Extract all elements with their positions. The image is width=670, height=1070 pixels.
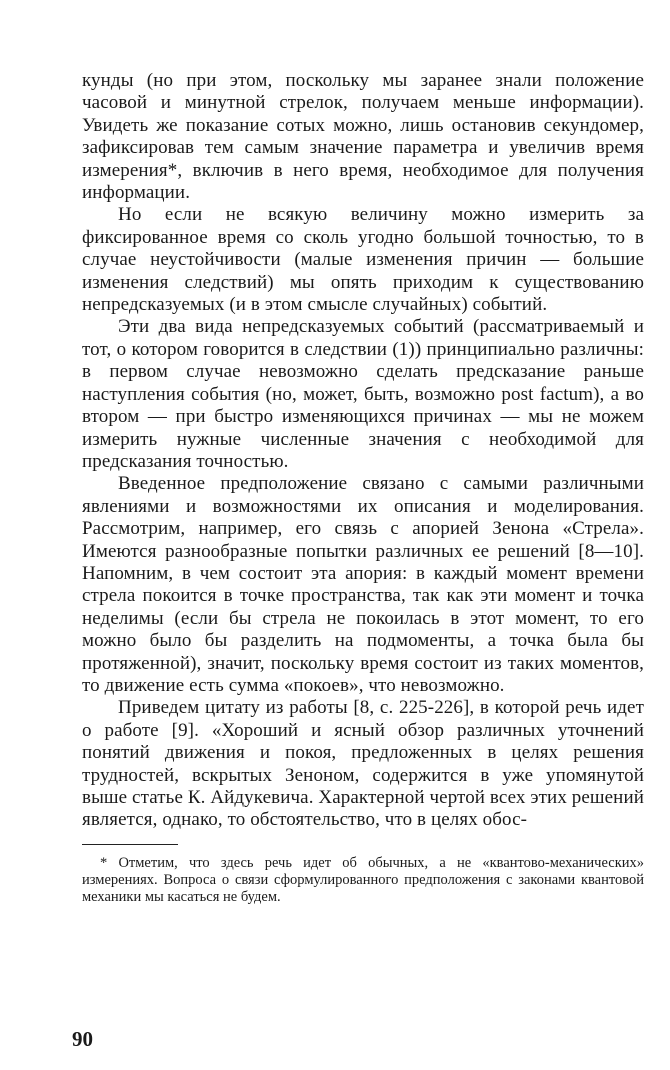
footnote-divider — [82, 844, 178, 845]
footnote: * Отметим, что здесь речь идет об обычных, а не «квантово-механических» измерениях. Вопроса о связи сформулированного предположения с законами квантовой механики мы касаться не будем. — [82, 854, 644, 905]
page-number: 90 — [72, 1027, 93, 1051]
paragraph-5: Приведем цитату из работы [8, с. 225-226], в которой речь идет о работе [9]. «Хороший и ясный обзор различных уточнений понятий движения и покоя, предложенных в целях решения трудностей, вскрытых Зеноном, содержится в уже упомянутой выше статье К. Айдукевича. Характерной чертой всех этих решений является, однако, то обстоятельство, что в целях обос- — [82, 697, 644, 831]
page-body — [82, 70, 644, 906]
paragraph-4: Введенное предположение связано с самыми различными явлениями и возможностями их описания и моделирования. Рассмотрим, например, его связь с апорией Зенона «Стрела». Имеются разнообразные попытки различных ее решений [8—10]. Напомним, в чем состоит эта апория: в каждый момент времени стрела покоится в точке пространства, так как эти момент и точка неделимы (если бы стрела не покоилась в этот момент, то его можно было бы разделить на подмоменты, а точка была бы протяженной), значит, поскольку время состоит из таких моментов, то движение есть сумма «покоев», что невозможно. — [82, 473, 644, 696]
paragraph-2: Но если не всякую величину можно измерить за фиксированное время со сколь угодно большой точностью, то в случае неустойчивости (малые изменения причин — большие изменения следствий) мы опять приходим к существованию непредсказуемых (и в этом смысле случайных) событий. — [82, 204, 644, 316]
paragraph-3: Эти два вида непредсказуемых событий (рассматриваемый и тот, о котором говорится в следствии (1)) принципиально различны: в первом случае невозможно сделать предсказание раньше наступления события (но, может, быть, возможно post factum), а во втором — при быстро изменяющихся причинах — мы не можем измерить нужные численные значения с необходимой для предсказания точностью. — [82, 316, 644, 472]
paragraph-1: кунды (но при этом, поскольку мы заранее знали положение часовой и минутной стрелок, получаем меньше информации). Увидеть же показание сотых можно, лишь остановив секундомер, зафиксировав тем самым значение параметра и увеличив время измерения*, включив в него время, необходимое для получения информации. — [82, 70, 644, 204]
